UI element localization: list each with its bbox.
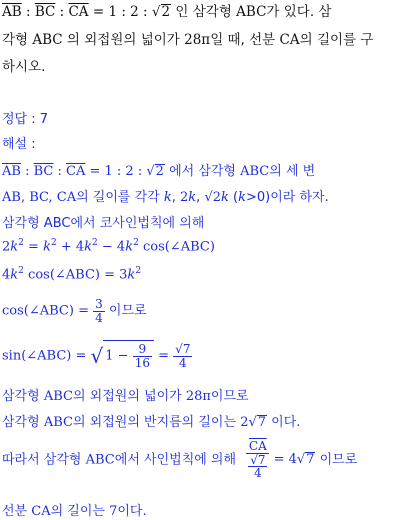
explanation-line-1: $\overline{AB}$ : $\overline{BC}$ : $\overline{CA} = 1$ : 2 : √2 에서 삼각형 ABC의 세 변 [2, 164, 316, 179]
answer-label: 정답 : 7 [2, 112, 49, 127]
explanation-line-7: 선분 CA의 길이는 7이다. [2, 504, 147, 519]
equation-cos-value: cos(∠ABC) = $\frac{3}{4}$ 이므로 [2, 297, 147, 325]
equation-simplified: $4k^2$ cos(∠ABC) = $3k^2$ [2, 266, 142, 283]
explanation-line-5: 삼각형 ABC의 외접원의 반지름의 길이는 2√7 이다. [2, 415, 301, 430]
explanation-line-3: 삼각형 ABC에서 코사인법칙에 의해 [2, 216, 205, 231]
question-line-1: $\overline{AB}$ : $\overline{BC}$ : $\overline{CA} = 1$ : 2 : √2 인 삼각형 ABC가 있다. 삼 [2, 4, 332, 20]
explanation-line-2: AB, BC, CA의 길이를 각각 k, 2k, √2k (k>0)이라 하자. [2, 190, 329, 205]
explanation-line-6: 따라서 삼각형 ABC에서 사인법칙에 의해 $\frac{\overline{CA}}{\frac{√7}{4}}$ = 4√7 이므로 [2, 439, 358, 481]
question-line-3: 하시오. [2, 59, 46, 75]
equation-sin-value: sin(∠ABC) = √ 1 − $\frac{9}{16}$ = $\frac{√7}{4}$ [2, 342, 191, 370]
explanation-label: 해설 : [2, 137, 36, 152]
equation-cosine-law: $2k^2 = k^2 + 4k^2 - 4k^2$ cos(∠ABC) [2, 238, 215, 255]
explanation-line-4: 삼각형 ABC의 외접원의 넓이가 28π이므로 [2, 389, 249, 404]
question-line-2: 각형 ABC 의 외접원의 넓이가 28π일 때, 선분 CA의 길이를 구 [2, 32, 374, 48]
